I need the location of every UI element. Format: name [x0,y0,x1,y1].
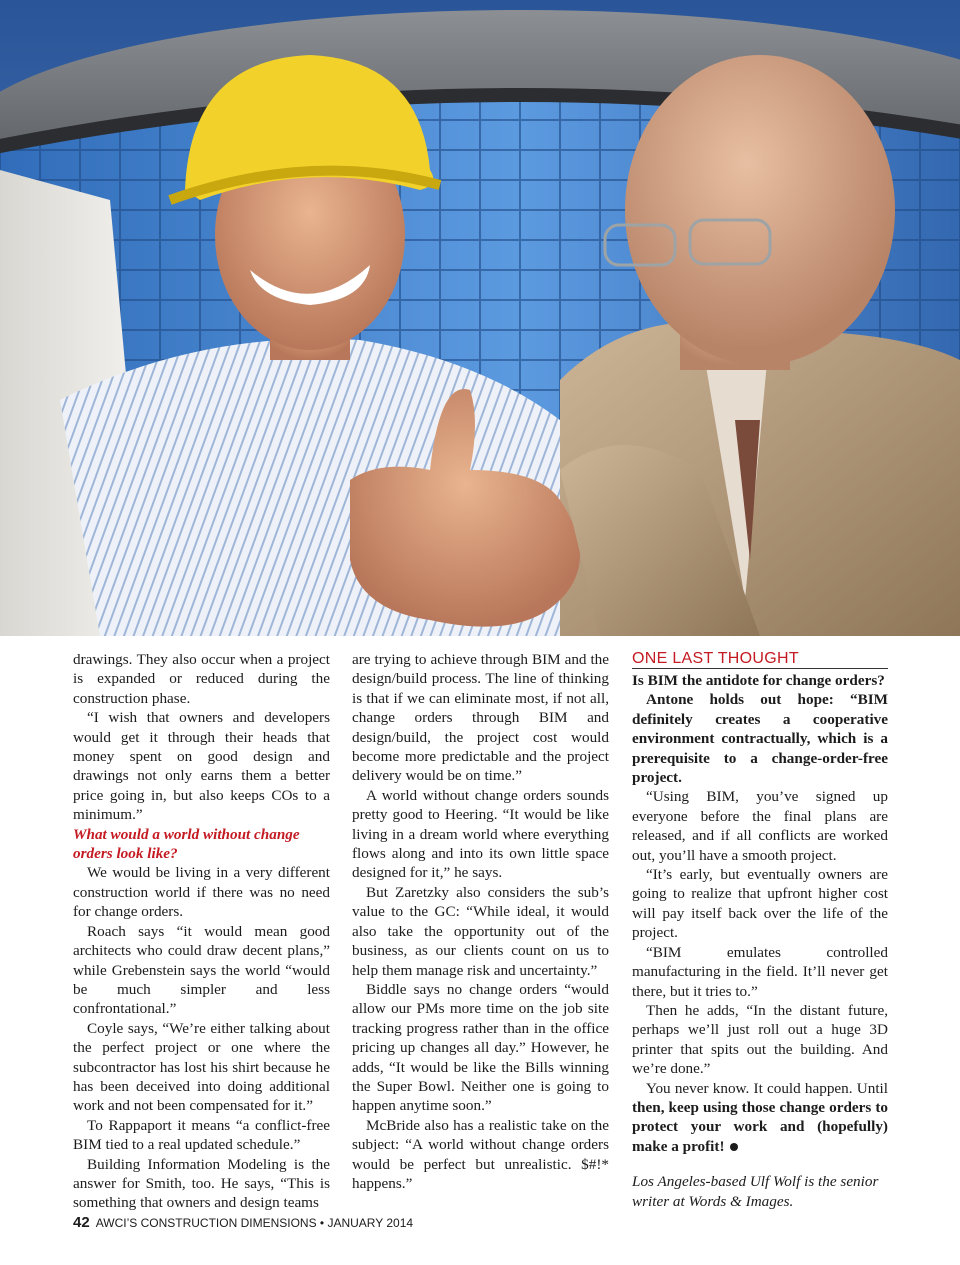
page-footer [73,1214,413,1231]
paragraph: To Rappaport it means “a conflict-free BIM tied to a real updated schedule.” [73,1116,330,1154]
paragraph: Roach says “it would mean good architects who could draw decent plans,” while Grebenstein says the world “would be much simpler and less confrontational.” [73,922,330,1018]
column-1 [73,650,330,1213]
paragraph: drawings. They also occur when a project is expanded or reduced during the construction phase. [73,651,330,707]
end-mark-icon [730,1143,738,1151]
paragraph: “Using BIM, you’ve signed up everyone before the final plans are released, and if all conflicts are worked out, you’ll have a smooth project. [632,788,888,864]
closing-text-b: then, keep using those change orders to protect your work and (hopefully) make a profit! [632,1098,888,1155]
closing-text-a: You never know. It could happen. Until [646,1079,888,1097]
paragraph: Then he adds, “In the distant future, perhaps we’ll just roll out a huge 3D printer that spits out the building. And we’re done.” [632,1001,888,1078]
paragraph: Is BIM the antidote for change orders? [632,672,885,689]
paragraph: “BIM emulates controlled manufacturing in the field. It’ll never get there, but it tries to.” [632,943,888,1000]
author-bio: Los Angeles-based Ulf Wolf is the senior writer at Words & Images. [632,1173,879,1210]
paragraph: “It’s early, but eventually owners are going to realize that upfront higher cost will pay itself back over the life of the project. [632,866,888,942]
paragraph: We would be living in a very different construction world if there was no need for change orders. [73,864,330,921]
paragraph: “I wish that owners and developers would get it through their heads that money spent on good design and drawings not only earns them a better price going in, but also keeps COs to a minimum.” [73,709,330,824]
paragraph: But Zaretzky also considers the sub’s value to the GC: “While ideal, it would also take the opportunity out of the business, as our clients count on us to help them manage risk and uncertainty.” [352,883,609,979]
subheading: What would a world without change orders look like? [73,825,300,863]
publication-line: AWCI’S CONSTRUCTION DIMENSIONS • JANUARY 2014 [95,1216,414,1230]
paragraph: Coyle says, “We’re either talking about the perfect project or one where the subcontractor has lost his shirt because he has been deceived into doing additional work and not been compensated for it.” [73,1019,330,1115]
column-3 [632,650,888,1211]
paragraph: are trying to achieve through BIM and the design/build process. The line of thinking is that if we can eliminate most, if not all, change orders through BIM and design/build, the project cost would become more predictable and the project delivery would be on time.” [352,651,609,785]
paragraph: Biddle says no change orders “would allow our PMs more time on the job site tracking progress rather than in the office pricing up changes all day.” However, he adds, “It would be like the Bills winning the Super Bowl. Neither one is going to happen anytime soon.” [352,980,609,1115]
section-heading: ONE LAST THOUGHT [632,650,888,669]
paragraph: A world without change orders sounds pretty good to Heering. “It would be like living in a dream world where everything flows along and into its own little space designed for it,” he says. [352,786,609,882]
paragraph: Antone holds out hope: “BIM definitely creates a cooperative environment contractually, which is a prerequisite to a change-order-free project. [632,691,888,787]
column-2 [352,650,609,1193]
paragraph: McBride also has a realistic take on the subject: “A world without change orders would be perfect but unrealistic. $#!* happens.” [352,1116,609,1192]
page-number: 42 [73,1214,90,1231]
paragraph: Building Information Modeling is the answer for Smith, too. He says, “This is something that owners and design teams [73,1155,330,1212]
closing-paragraph [632,1079,888,1157]
